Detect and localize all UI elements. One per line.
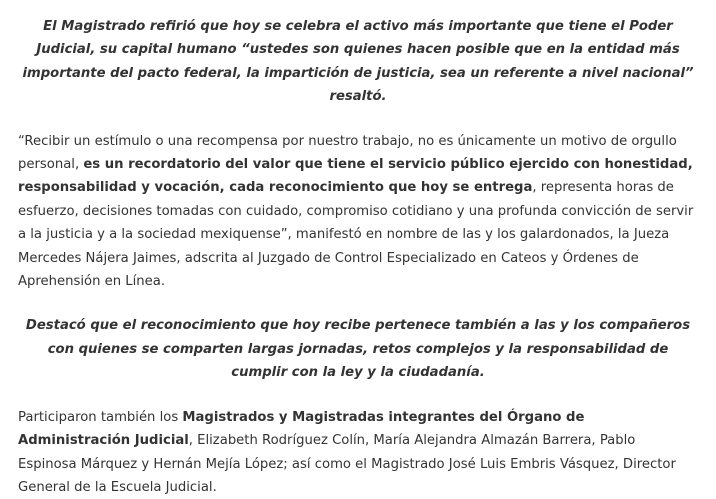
cut-off-next-line [18,396,198,408]
participants-bold: Magistrados y Magistradas integrantes del Órgano de Administración Judicial [18,409,585,449]
paragraph-magistrate-quote: El Magistrado refirió que hoy se celebra el activo más importante que tiene el Poder Judicial, su capital humano “ustedes son quienes hacen posible que en la entidad más importante del pacto federal, la impartición de justicia, sea un referente a nivel nacional” resaltó. [22,19,694,105]
paragraph-recognition-note: Destacó que el reconocimiento que hoy recibe pertenece también a las y los compañeros con quienes se comparten largas jornadas, retos complejos y la responsabilidad de cumplir con la ley y la ciudadanía. [25,318,691,381]
paragraph-judge-statement [18,130,698,294]
participants-text-2: , Elizabeth Rodríguez Colín, María Alejandra Almazán Barrera, Pablo Espinosa Márquez y Hernán Mejía López; así como el Magistrado José Luis Embris Vásquez, Director General de la Escuela Judicial. [18,433,676,495]
judge-statement-bold: es un recordatorio del valor que tiene el servicio público ejercido con honestidad, responsabilidad y vocación, cada reconocimiento que hoy se entrega [18,157,693,196]
participants-text-1: Participaron también los [18,409,183,425]
paragraph-participants [18,406,698,499]
judge-statement-text-2: , representa horas de esfuerzo, decisiones tomadas con cuidado, compromiso cotidiano y una profunda convicción de servir a la justicia y a la sociedad mexiquense”, manifestó en nombre de las y los galardonados, la Jueza Mercedes Nájera Jaimes, adscrita al Juzgado de Control Especializado en Cateos y Órdenes de Aprehensión en Línea. [18,180,694,290]
article-body [18,15,698,499]
judge-statement-text-1: “Recibir un estímulo o una recompensa por nuestro trabajo, no es únicamente un motivo de orgullo personal, [18,133,677,173]
